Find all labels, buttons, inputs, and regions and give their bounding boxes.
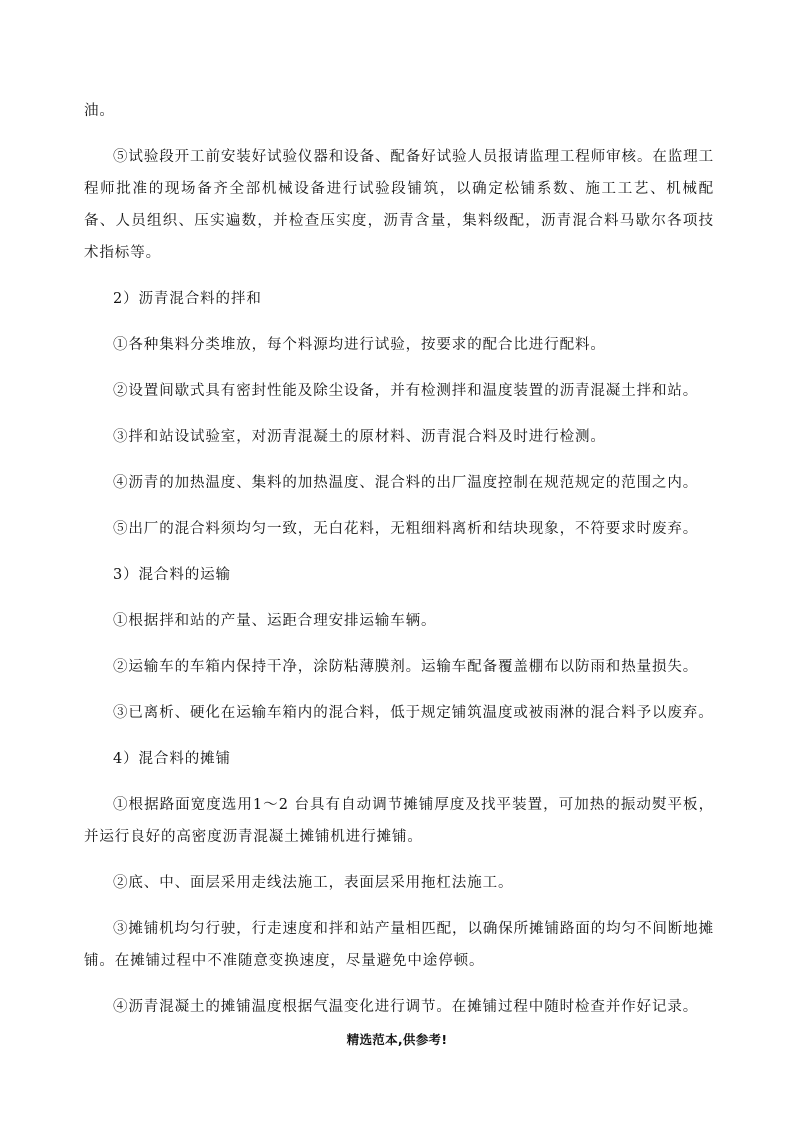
paragraph-mixing-item-3: ③拌和站设试验室，对沥青混凝土的原材料、沥青混合料及时进行检测。 xyxy=(113,429,606,445)
paragraph-mixing-item-4: ④沥青的加热温度、集料的加热温度、混合料的出厂温度控制在规范规定的范围之内。 xyxy=(113,475,699,491)
paragraph-mixing-item-1: ①各种集料分类堆放，每个料源均进行试验，按要求的配合比进行配料。 xyxy=(113,337,606,353)
paragraph-transport-item-1: ①根据拌和站的产量、运距合理安排运输车辆。 xyxy=(113,613,437,629)
paragraph-mixing-item-5: ⑤出厂的混合料须均匀一致，无白花料，无粗细料离析和结块现象，不符要求时废弃。 xyxy=(113,521,699,537)
paragraph-paving-item-2: ②底、中、面层采用走线法施工，表面层采用拖杠法施工。 xyxy=(113,875,514,891)
paragraph-mixing-item-2: ②设置间歇式具有密封性能及除尘设备，并有检测拌和温度装置的沥青混凝土拌和站。 xyxy=(113,383,699,399)
paragraph-transport-item-2: ②运输车的车箱内保持干净，涂防粘薄膜剂。运输车配备覆盖棚布以防雨和热量损失。 xyxy=(113,659,699,675)
section-heading-mixing: 2）沥青混合料的拌和 xyxy=(113,291,262,307)
page-footer: 精选范本,供参考! xyxy=(346,1032,448,1047)
paragraph-transport-item-3: ③已离析、硬化在运输车箱内的混合料，低于规定铺筑温度或被雨淋的混合料予以废弃。 xyxy=(113,705,714,721)
paragraph-paving-item-3: ③摊铺机均匀行驶，行走速度和拌和站产量相匹配，以确保所摊铺路面的均匀不间断地摊铺。在摊铺过程中不准随意变换速度，尽量避免中途停顿。 xyxy=(84,921,714,969)
paragraph-paving-item-4: ④沥青混凝土的摊铺温度根据气温变化进行调节。在摊铺过程中随时检查并作好记录。 xyxy=(113,999,699,1015)
paragraph-continuation: 油。 xyxy=(84,103,115,119)
section-heading-paving: 4）混合料的摊铺 xyxy=(113,751,231,767)
document-body xyxy=(84,95,714,1037)
section-heading-transport: 3）混合料的运输 xyxy=(113,567,231,583)
paragraph-paving-item-1: ①根据路面宽度选用1～2 台具有自动调节摊铺厚度及找平装置，可加热的振动熨平板，并运行良好的高密度沥青混凝土摊铺机进行摊铺。 xyxy=(84,797,714,845)
paragraph-test-section: ⑤试验段开工前安装好试验仪器和设备、配备好试验人员报请监理工程师审核。在监理工程师批准的现场备齐全部机械设备进行试验段铺筑，以确定松铺系数、施工工艺、机械配备、人员组织、压实遍数，并检查压实度，沥青含量，集料级配，沥青混合料马歇尔各项技术指标等。 xyxy=(84,149,714,261)
